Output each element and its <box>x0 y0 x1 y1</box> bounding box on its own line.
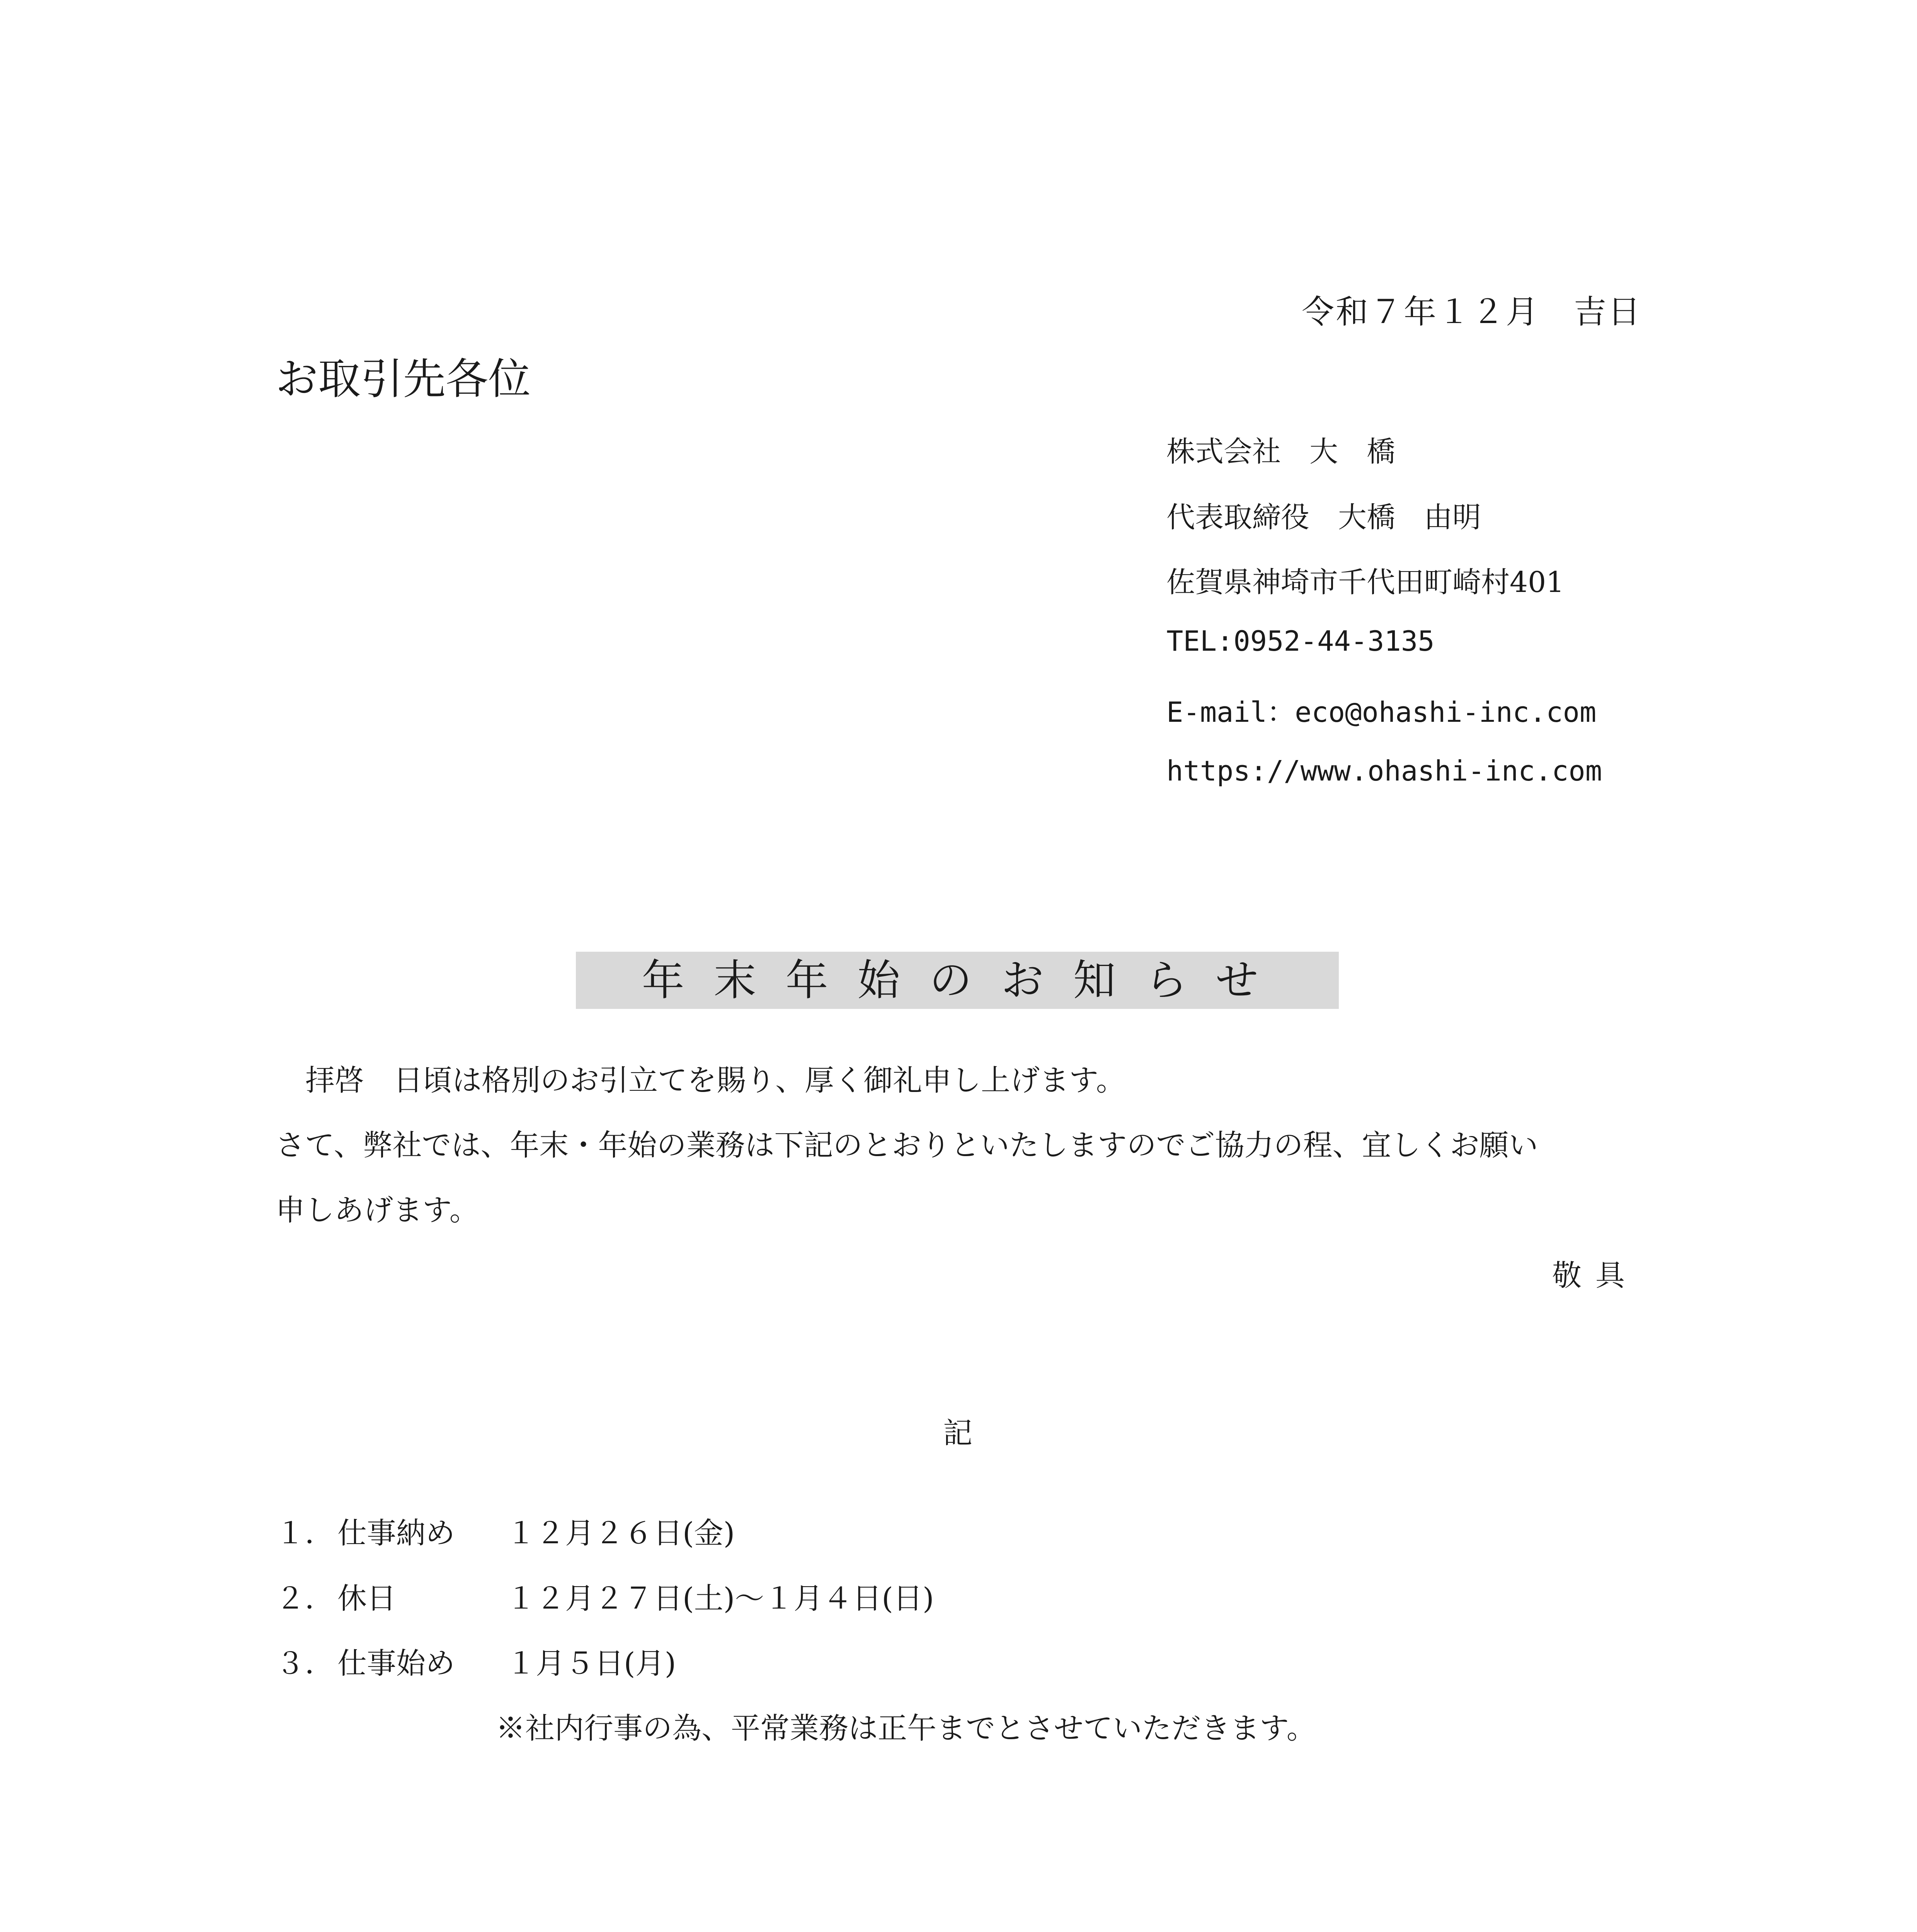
schedule-label: 仕事始め <box>337 1646 455 1680</box>
sender-company: 株式会社 大 橋 <box>1166 435 1395 468</box>
body-greeting: 拝啓 日頃は格別のお引立てを賜り、厚く御礼申し上げます。 <box>305 1063 1125 1097</box>
addressee: お取引先各位 <box>276 354 531 404</box>
schedule-number: ２． <box>276 1581 334 1616</box>
issue-date: 令和７年１２月 吉日 <box>1301 293 1642 331</box>
schedule-date: １２月２６日(金) <box>506 1516 735 1550</box>
schedule-label: 仕事納め <box>337 1516 455 1550</box>
schedule-label: 休日 <box>337 1581 396 1616</box>
sender-tel: TEL:0952-44-3135 <box>1166 625 1435 657</box>
body-line-2: さて、弊社では、年末・年始の業務は下記のとおりといたしますのでご協力の程、宜しくお願い <box>276 1128 1538 1162</box>
sender-address: 佐賀県神埼市千代田町崎村401 <box>1166 566 1565 599</box>
schedule-note: ※社内行事の為、平常業務は正午までとさせていただきます。 <box>496 1711 1316 1745</box>
sender-representative: 代表取締役 大橋 由明 <box>1166 501 1481 534</box>
sender-url: https://www.ohashi-inc.com <box>1166 755 1602 787</box>
sender-email: E-mail：eco@ohashi-inc.com <box>1166 696 1597 728</box>
notice-title: 年末年始のお知らせ <box>576 952 1339 1009</box>
schedule-date: １月５日(月) <box>506 1646 676 1680</box>
closing-keigu: 敬具 <box>1552 1258 1639 1293</box>
schedule-number: ３． <box>276 1646 334 1680</box>
schedule-number: １． <box>276 1516 334 1550</box>
schedule-date: １２月２７日(土)～１月４日(日) <box>506 1581 934 1616</box>
record-heading: 記 <box>943 1416 972 1450</box>
body-line-3: 申しあげます。 <box>276 1193 479 1227</box>
